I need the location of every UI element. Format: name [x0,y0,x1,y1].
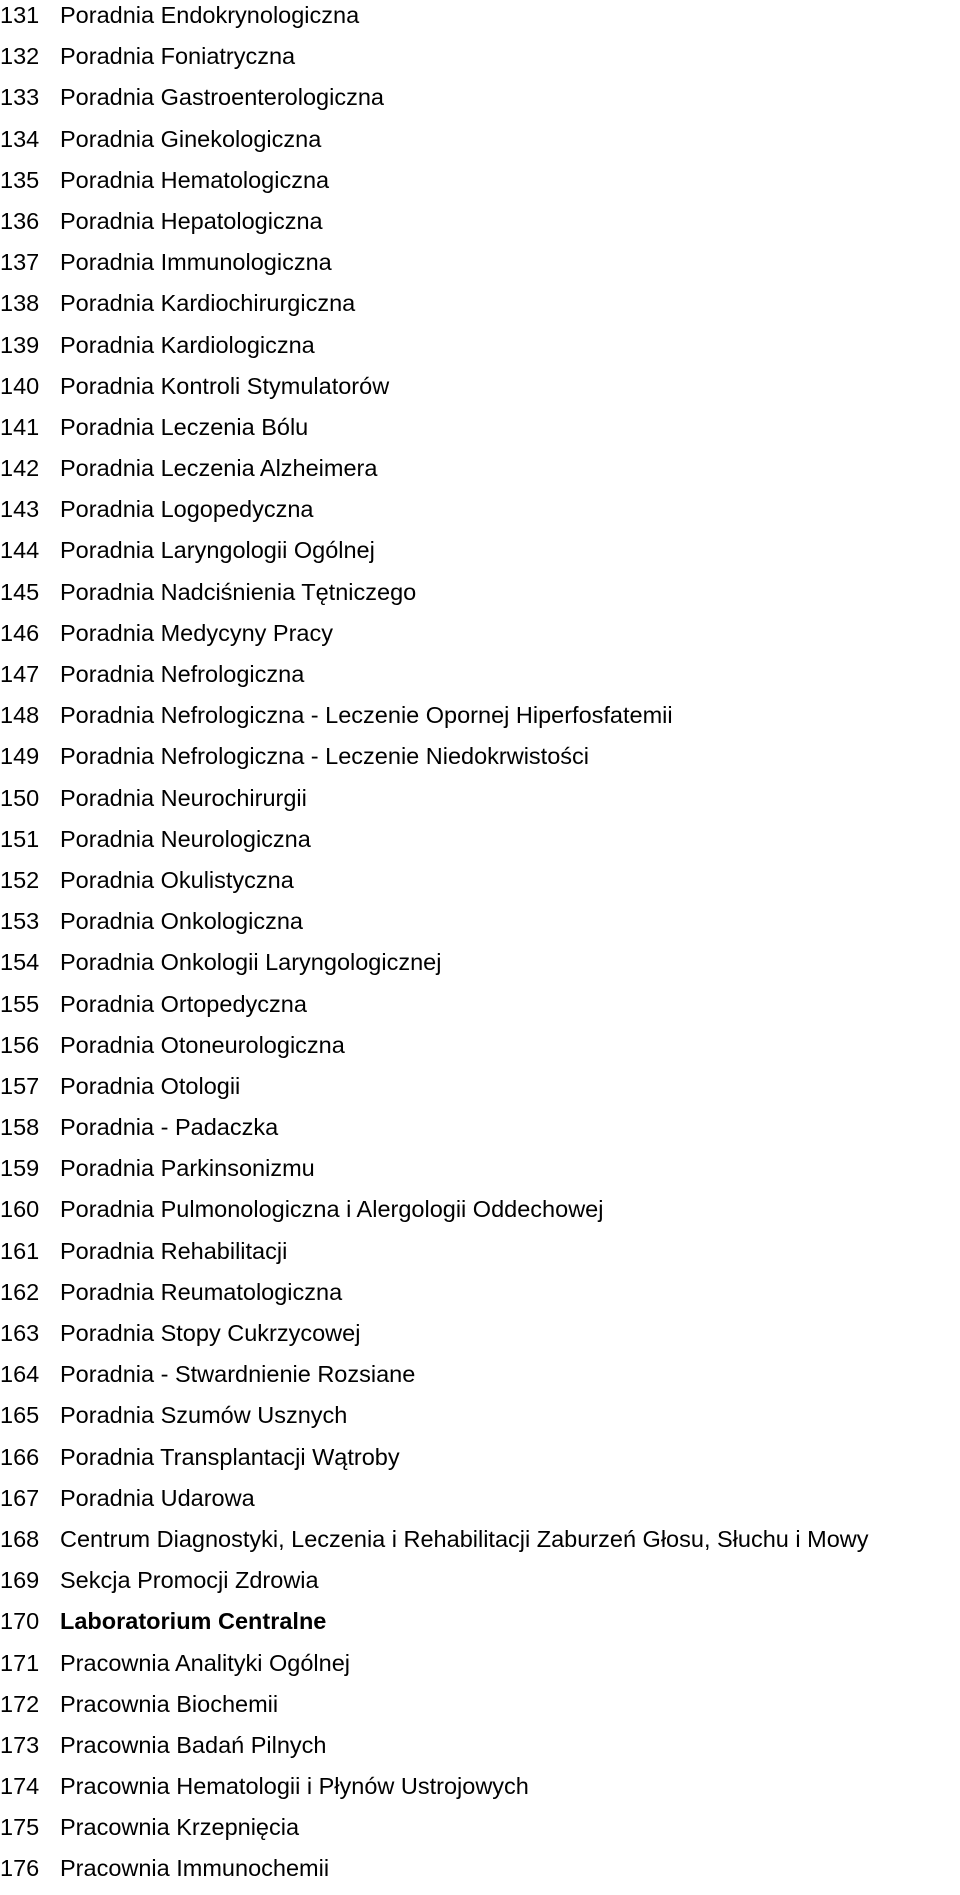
list-item [0,1853,960,1894]
list-item [0,1112,960,1153]
item-name: Poradnia Parkinsonizmu [60,1155,315,1182]
list-item [0,535,960,576]
item-number: 144 [0,537,40,564]
item-name: Poradnia Hepatologiczna [60,207,323,234]
item-number: 157 [0,1072,40,1099]
item-name: Poradnia Otologii [60,1072,241,1099]
item-name: Pracownia Hematologii i Płynów Ustrojowych [60,1773,529,1800]
list-item [0,1194,960,1235]
item-name: Poradnia Foniatryczna [60,43,296,70]
list-item [0,371,960,412]
list-item [0,494,960,535]
list-item [0,1565,960,1606]
item-name: Laboratorium Centralne [60,1608,327,1635]
item-name: Poradnia Nefrologiczna [60,661,305,687]
item-number: 175 [0,1814,40,1841]
list-item [0,989,960,1030]
list-item [0,165,960,206]
list-item [0,1689,960,1730]
item-name: Poradnia Neurochirurgii [60,784,307,811]
item-number: 149 [0,743,40,770]
list-item [0,659,960,700]
item-number: 153 [0,908,40,935]
list-item [0,1071,960,1112]
item-name: Poradnia Pulmonologiczna i Alergologii Oddechowej [60,1196,604,1223]
item-number: 150 [0,784,40,811]
item-number: 151 [0,825,40,852]
list-item [0,700,960,741]
item-name: Poradnia Ortopedyczna [60,990,307,1017]
item-name: Sekcja Promocji Zdrowia [60,1567,319,1594]
list-item [0,1030,960,1071]
item-number: 156 [0,1031,40,1058]
list-item [0,1400,960,1441]
item-number: 176 [0,1855,40,1882]
item-number: 170 [0,1608,40,1635]
item-name: Poradnia - Padaczka [60,1114,279,1141]
list-item [0,1483,960,1524]
item-number: 132 [0,43,40,70]
item-name: Pracownia Badań Pilnych [60,1731,327,1758]
item-name: Poradnia Otoneurologiczna [60,1031,345,1058]
list-item [0,618,960,659]
list-item [0,1318,960,1359]
item-number: 167 [0,1484,40,1511]
item-number: 159 [0,1155,40,1182]
item-name: Poradnia Transplantacji Wątroby [60,1443,400,1470]
item-number: 131 [0,2,40,28]
item-number: 147 [0,661,40,687]
list-item [0,453,960,494]
list-item [0,1359,960,1400]
list-item [0,330,960,371]
item-number: 169 [0,1567,40,1594]
list-item [0,1442,960,1483]
item-number: 173 [0,1731,40,1758]
item-name: Poradnia Nadciśnienia Tętniczego [60,578,417,605]
list-item [0,906,960,947]
item-name: Poradnia Szumów Usznych [60,1402,348,1429]
list-item [0,1277,960,1318]
item-name: Poradnia Onkologiczna [60,908,303,935]
item-name: Poradnia Gastroenterologiczna [60,84,384,111]
item-number: 152 [0,866,40,893]
item-number: 134 [0,125,40,152]
item-number: 148 [0,702,40,729]
item-name: Poradnia Medycyny Pracy [60,619,333,646]
item-number: 137 [0,249,40,276]
item-name: Poradnia Endokrynologiczna [60,2,360,28]
item-name: Pracownia Immunochemii [60,1855,330,1882]
item-number: 133 [0,84,40,111]
item-number: 166 [0,1443,40,1470]
list-item [0,82,960,123]
item-number: 136 [0,207,40,234]
list-item [0,1648,960,1689]
list-item [0,1730,960,1771]
item-name: Poradnia Ginekologiczna [60,125,322,152]
list-item [0,1524,960,1565]
list-item [0,824,960,865]
item-number: 164 [0,1361,40,1388]
item-number: 146 [0,619,40,646]
item-name: Poradnia Laryngologii Ogólnej [60,537,375,564]
item-name: Poradnia - Stwardnienie Rozsiane [60,1361,416,1388]
item-number: 145 [0,578,40,605]
item-number: 174 [0,1773,40,1800]
item-name: Poradnia Udarowa [60,1484,255,1511]
list-item [0,741,960,782]
item-number: 163 [0,1320,40,1346]
list-item [0,1236,960,1277]
item-number: 162 [0,1278,40,1305]
item-name: Poradnia Rehabilitacji [60,1237,288,1264]
list-item [0,247,960,288]
item-number: 140 [0,372,40,399]
list-item [0,865,960,906]
list-item [0,412,960,453]
item-number: 155 [0,990,40,1017]
list-item [0,1606,960,1647]
item-name: Poradnia Neurologiczna [60,825,311,852]
list-item [0,41,960,82]
item-number: 141 [0,413,40,440]
item-name: Poradnia Kardiochirurgiczna [60,290,356,317]
item-name: Poradnia Nefrologiczna - Leczenie Niedokrwistości [60,743,590,770]
item-name: Poradnia Kardiologiczna [60,331,315,358]
item-name: Poradnia Okulistyczna [60,866,294,893]
item-number: 165 [0,1402,40,1429]
item-name: Poradnia Kontroli Stymulatorów [60,372,390,399]
item-number: 160 [0,1196,40,1223]
item-name: Poradnia Hematologiczna [60,166,330,193]
list-item [0,783,960,824]
item-number: 171 [0,1649,40,1676]
item-name: Poradnia Leczenia Bólu [60,413,309,440]
list-item [0,1153,960,1194]
list-item [0,124,960,165]
item-name: Poradnia Reumatologiczna [60,1278,343,1305]
list-item [0,0,960,41]
list-item [0,288,960,329]
item-name: Pracownia Analityki Ogólnej [60,1649,350,1676]
item-number: 168 [0,1525,40,1552]
item-number: 154 [0,949,40,976]
item-name: Poradnia Leczenia Alzheimera [60,455,378,482]
list-item [0,1771,960,1812]
item-name: Pracownia Biochemii [60,1690,279,1717]
item-number: 172 [0,1690,40,1717]
item-name: Poradnia Stopy Cukrzycowej [60,1320,361,1346]
item-name: Poradnia Onkologii Laryngologicznej [60,949,442,976]
item-number: 139 [0,331,40,358]
item-number: 143 [0,496,40,523]
item-number: 138 [0,290,40,317]
item-number: 158 [0,1114,40,1141]
item-number: 142 [0,455,40,482]
item-name: Poradnia Nefrologiczna - Leczenie Opornej Hiperfosfatemii [60,702,673,729]
list-item [0,577,960,618]
list-item [0,206,960,247]
item-name: Pracownia Krzepnięcia [60,1814,300,1841]
item-name: Poradnia Immunologiczna [60,249,332,276]
list-item [0,1812,960,1853]
item-name: Centrum Diagnostyki, Leczenia i Rehabilitacji Zaburzeń Głosu, Słuchu i Mowy [60,1525,869,1552]
item-number: 135 [0,166,40,193]
item-name: Poradnia Logopedyczna [60,496,314,523]
list-item [0,947,960,988]
item-number: 161 [0,1237,40,1264]
